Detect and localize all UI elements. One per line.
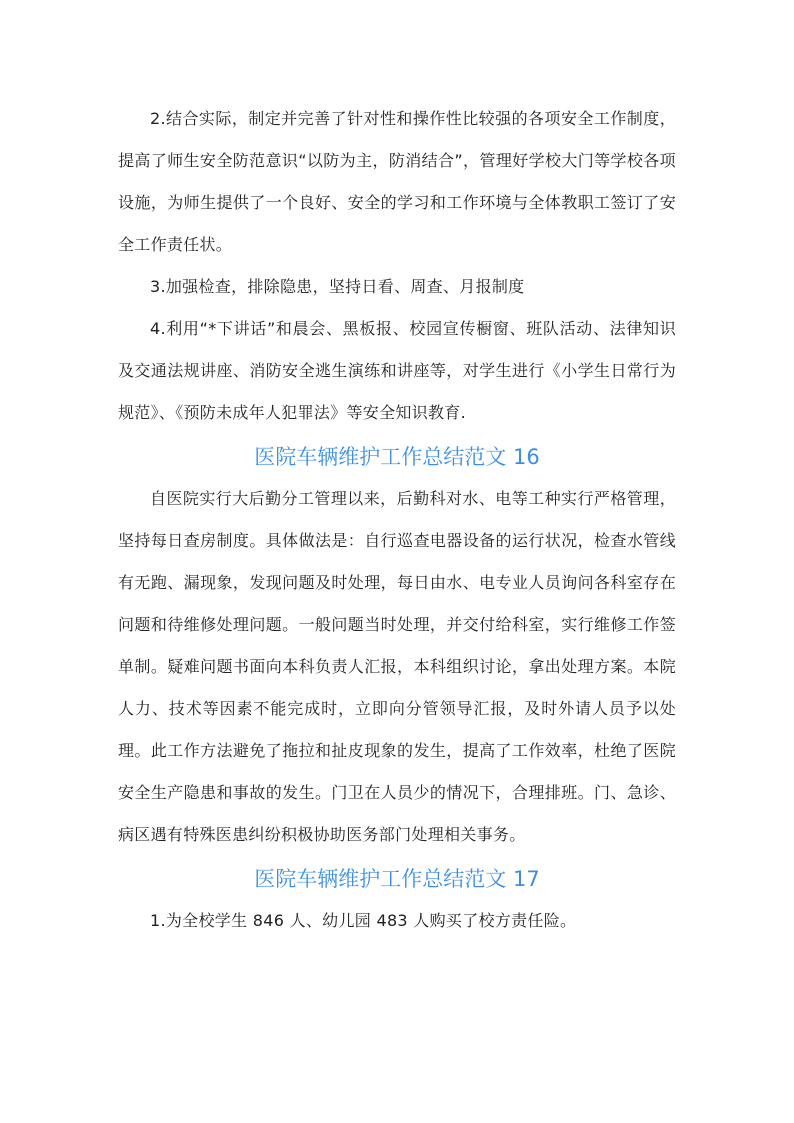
section-heading-16: 医院车辆维护工作总结范文 16 xyxy=(254,445,540,469)
section-heading-17: 医院车辆维护工作总结范文 17 xyxy=(254,867,540,891)
paragraph-safety-system: 2.结合实际，制定并完善了针对性和操作性比较强的各项安全工作制度，提高了师生安全防范意识“以防为主，防消结合”，管理好学校大门等学校各项设施，为师生提供了一个良好、安全的学习和工作环境与全体教职工签订了安全工作责任状。 xyxy=(118,109,676,254)
document-body xyxy=(118,98,676,942)
paragraph-insurance: 1.为全校学生 846 人、幼儿园 483 人购买了校方责任险。 xyxy=(150,911,577,930)
paragraph-safety-education: 4.利用“*下讲话”和晨会、黑板报、校园宣传橱窗、班队活动、法律知识及交通法规讲座、消防安全逃生演练和讲座等，对学生进行《小学生日常行为规范》、《预防未成年人犯罪法》等安全知识教育. xyxy=(118,319,676,422)
paragraph-logistics-management: 自医院实行大后勤分工管理以来，后勤科对水、电等工种实行严格管理，坚持每日查房制度。具体做法是：自行巡查电器设备的运行状况，检查水管线有无跑、漏现象，发现问题及时处理，每日由水、电专业人员询问各科室存在问题和待维修处理问题。一般问题当时处理，并交付给科室，实行维修工作签单制。疑难问题书面向本科负责人汇报，本科组织讨论，拿出处理方案。本院人力、技术等因素不能完成时，立即向分管领导汇报，及时外请人员予以处理。此工作方法避免了拖拉和扯皮现象的发生，提高了工作效率，杜绝了医院安全生产隐患和事故的发生。门卫在人员少的情况下，合理排班。门、急诊、病区遇有特殊医患纠纷积极协助医务部门处理相关事务。 xyxy=(118,489,676,844)
paragraph-inspection: 3.加强检查，排除隐患，坚持日看、周查、月报制度 xyxy=(150,277,525,296)
